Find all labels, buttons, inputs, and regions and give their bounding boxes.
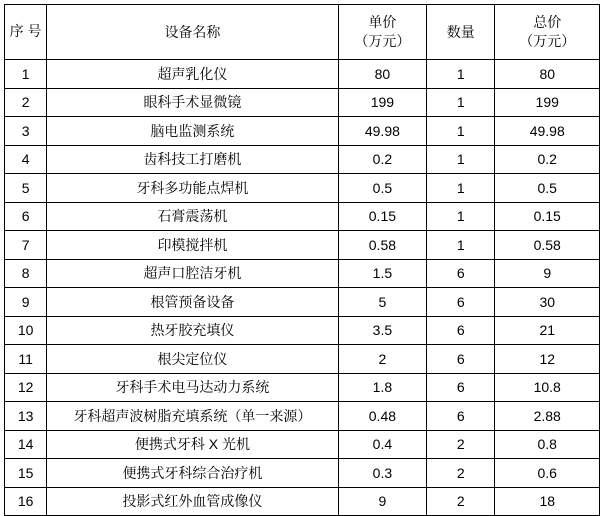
cell-unit-price: 80 xyxy=(338,60,426,89)
column-header-total-price xyxy=(495,5,600,60)
cell-unit-price: 9 xyxy=(338,487,426,516)
cell-total-price: 49.98 xyxy=(495,117,600,146)
table-row xyxy=(5,231,600,260)
table-row xyxy=(5,373,600,402)
column-header-unit-price-line2: （万元） xyxy=(354,33,411,49)
cell-quantity: 6 xyxy=(427,288,495,317)
cell-quantity: 2 xyxy=(427,487,495,516)
cell-quantity: 1 xyxy=(427,174,495,203)
table-row xyxy=(5,288,600,317)
cell-quantity: 2 xyxy=(427,430,495,459)
cell-quantity: 6 xyxy=(427,373,495,402)
table-row xyxy=(5,259,600,288)
cell-quantity: 1 xyxy=(427,231,495,260)
cell-total-price: 9 xyxy=(495,259,600,288)
cell-total-price: 0.5 xyxy=(495,174,600,203)
cell-unit-price: 0.3 xyxy=(338,459,426,488)
cell-quantity: 6 xyxy=(427,316,495,345)
cell-total-price: 21 xyxy=(495,316,600,345)
column-header-unit-price-line1: 单价 xyxy=(368,14,397,31)
cell-no: 4 xyxy=(5,145,47,174)
cell-name: 牙科手术电马达动力系统 xyxy=(47,373,338,402)
table-row xyxy=(5,430,600,459)
cell-quantity: 1 xyxy=(427,60,495,89)
cell-total-price: 12 xyxy=(495,345,600,374)
cell-name: 根管预备设备 xyxy=(47,288,338,317)
cell-unit-price: 49.98 xyxy=(338,117,426,146)
column-header-quantity-line1: 数量 xyxy=(446,23,475,40)
cell-unit-price: 1.8 xyxy=(338,373,426,402)
cell-total-price: 0.15 xyxy=(495,202,600,231)
cell-unit-price: 0.4 xyxy=(338,430,426,459)
column-header-total-price-line2: （万元） xyxy=(519,33,576,49)
cell-quantity: 1 xyxy=(427,202,495,231)
cell-unit-price: 3.5 xyxy=(338,316,426,345)
cell-name: 投影式红外血管成像仪 xyxy=(47,487,338,516)
cell-no: 6 xyxy=(5,202,47,231)
table-body xyxy=(5,60,600,516)
cell-quantity: 6 xyxy=(427,402,495,431)
cell-quantity: 1 xyxy=(427,117,495,146)
cell-unit-price: 0.15 xyxy=(338,202,426,231)
table-header xyxy=(5,5,600,60)
cell-total-price: 10.8 xyxy=(495,373,600,402)
table-row xyxy=(5,202,600,231)
cell-name: 脑电监测系统 xyxy=(47,117,338,146)
column-header-no-line2: 号 xyxy=(27,23,42,40)
cell-name: 便携式牙科综合治疗机 xyxy=(47,459,338,488)
cell-unit-price: 199 xyxy=(338,88,426,117)
cell-no: 3 xyxy=(5,117,47,146)
cell-total-price: 80 xyxy=(495,60,600,89)
cell-quantity: 6 xyxy=(427,259,495,288)
cell-no: 2 xyxy=(5,88,47,117)
cell-no: 7 xyxy=(5,231,47,260)
cell-no: 5 xyxy=(5,174,47,203)
column-header-name xyxy=(47,5,338,60)
cell-no: 15 xyxy=(5,459,47,488)
column-header-unit-price xyxy=(338,5,426,60)
cell-total-price: 0.6 xyxy=(495,459,600,488)
column-header-quantity xyxy=(427,5,495,60)
cell-total-price: 199 xyxy=(495,88,600,117)
cell-name: 牙科超声波树脂充填系统（单一来源） xyxy=(47,402,338,431)
cell-name: 齿科技工打磨机 xyxy=(47,145,338,174)
cell-no: 12 xyxy=(5,373,47,402)
cell-name: 印模搅拌机 xyxy=(47,231,338,260)
cell-unit-price: 0.5 xyxy=(338,174,426,203)
cell-name: 石膏震荡机 xyxy=(47,202,338,231)
table-row xyxy=(5,145,600,174)
cell-unit-price: 5 xyxy=(338,288,426,317)
cell-name: 牙科多功能点焊机 xyxy=(47,174,338,203)
cell-no: 13 xyxy=(5,402,47,431)
cell-no: 10 xyxy=(5,316,47,345)
cell-unit-price: 1.5 xyxy=(338,259,426,288)
cell-no: 11 xyxy=(5,345,47,374)
table-row xyxy=(5,345,600,374)
table-row xyxy=(5,60,600,89)
cell-quantity: 2 xyxy=(427,459,495,488)
cell-no: 9 xyxy=(5,288,47,317)
cell-total-price: 0.2 xyxy=(495,145,600,174)
cell-total-price: 0.58 xyxy=(495,231,600,260)
cell-quantity: 1 xyxy=(427,88,495,117)
cell-total-price: 2.88 xyxy=(495,402,600,431)
table-header-row xyxy=(5,5,600,60)
cell-name: 超声口腔洁牙机 xyxy=(47,259,338,288)
column-header-total-price-line1: 总价 xyxy=(533,14,562,31)
cell-name: 热牙胶充填仪 xyxy=(47,316,338,345)
column-header-no xyxy=(5,5,47,60)
cell-unit-price: 0.2 xyxy=(338,145,426,174)
cell-total-price: 30 xyxy=(495,288,600,317)
cell-name: 根尖定位仪 xyxy=(47,345,338,374)
column-header-name-line1: 设备名称 xyxy=(164,23,221,40)
cell-name: 便携式牙科 X 光机 xyxy=(47,430,338,459)
cell-unit-price: 0.48 xyxy=(338,402,426,431)
cell-no: 14 xyxy=(5,430,47,459)
cell-name: 眼科手术显微镜 xyxy=(47,88,338,117)
cell-unit-price: 0.58 xyxy=(338,231,426,260)
equipment-price-table xyxy=(4,4,600,516)
cell-quantity: 6 xyxy=(427,345,495,374)
cell-quantity: 1 xyxy=(427,145,495,174)
cell-total-price: 0.8 xyxy=(495,430,600,459)
table-row xyxy=(5,117,600,146)
table-row xyxy=(5,487,600,516)
cell-total-price: 18 xyxy=(495,487,600,516)
table-row xyxy=(5,88,600,117)
cell-no: 8 xyxy=(5,259,47,288)
cell-name: 超声乳化仪 xyxy=(47,60,338,89)
table-row xyxy=(5,402,600,431)
table-row xyxy=(5,316,600,345)
cell-no: 16 xyxy=(5,487,47,516)
table-row xyxy=(5,459,600,488)
column-header-no-line1: 序 xyxy=(9,23,24,40)
cell-no: 1 xyxy=(5,60,47,89)
cell-unit-price: 2 xyxy=(338,345,426,374)
table-row xyxy=(5,174,600,203)
